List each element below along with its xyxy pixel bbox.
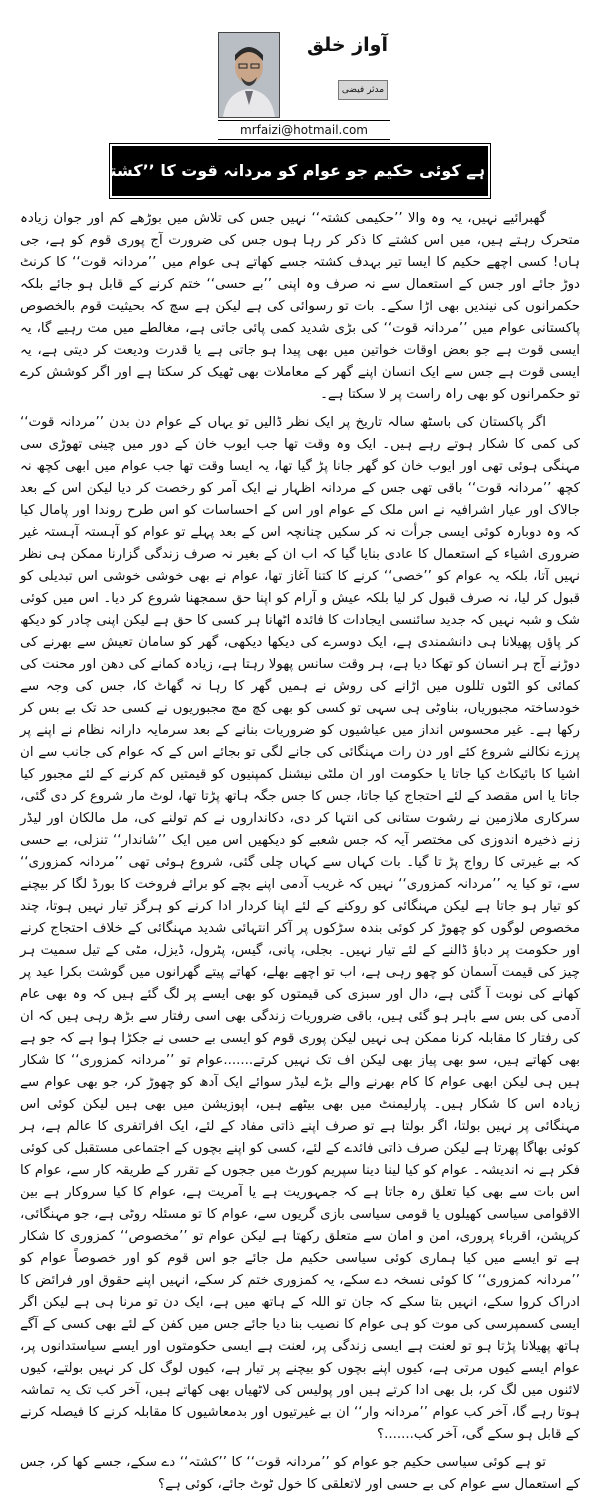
author-photo: [218, 32, 280, 118]
column-name: آواز خلق: [307, 34, 388, 56]
article-headline: ہے کوئی حکیم جو عوام کو مردانہ قوت کا ’’کشتہ‘‘ دے سکے؟: [112, 146, 488, 196]
column-header: [218, 28, 390, 156]
paragraph-1: گھبرائیے نہیں، یہ وہ والا ’’حکیمی کشتہ‘‘ نہیں جس کی تلاش میں بوڑھے کم اور جوان زیادہ متحرک رہتے ہیں، میں اس کشتے کا ذکر کر رہا ہوں جس کی ضرورت آج پوری قوم کو ہے، جی ہاں! کسی اچھے حکیم کا ایسا تیر بہدف کشتہ جسے کھاتے ہی عوام میں ’’مردانہ قوت‘‘ کا کرنٹ دوڑ جائے اور جس کے استعمال سے نہ صرف وہ اپنی ’’بے حسی‘‘ ختم کرنے کے قابل ہو جائے بلکہ حکمرانوں کی نیندیں بھی اڑا سکے۔ بات تو رسوائی کی ہے لیکن ہے سچ کہ بحیثیت قوم بالخصوص پاکستانی عوام میں ’’مردانہ قوت‘‘ کی بڑی شدید کمی پائی جاتی ہے، مغالطے میں مت رہیے گا، یہ ایسی قوت ہے جو بعض اوقات خواتین میں بھی پیدا ہو جاتی ہے یا قدرت ودیعت کر دیتی ہے، یہ ایسی قوت ہے جس سے ایک انسان اپنے گھر کے معاملات بھی ٹھیک کر سکتا ہے اور اگر کوشش کرے تو حکمرانوں کو بھی راہ راست پر لا سکتا ہے۔: [20, 211, 580, 402]
paragraph-2: اگر پاکستان کی باسٹھ سالہ تاریخ پر ایک نظر ڈالیں تو یہاں کے عوام دن بدن ’’مردانہ قوت‘‘ کی کمی کا شکار ہوتے رہے ہیں۔ ایک وہ وقت تھا جب ایوب خان کے دور میں چینی تھوڑی سی مہنگی ہوئی تھی اور ایوب خان کو گھر جانا پڑ گیا تھا، یہ ایسا وقت تھا جب عوام میں ابھی کچھ نہ کچھ ’’مردانہ قوت‘‘ باقی تھی جس کے مردانہ اظہار نے ایک آمر کو رخصت کر دیا لیکن اس کے بعد جالاک اور عیار اشرافیہ نے اس ملک کے عوام اور اس کے احساسات کو اس طرح روندا اور پامال کیا کہ وہ دوبارہ کوئی ایسی جرأت نہ کر سکیں چنانچہ اس کے بعد پہلے تو عوام کو آہستہ آہستہ غیر ضروری اشیاء کے استعمال کا عادی بنایا گیا کہ اب ان کے بغیر نہ صرف زندگی گزارنا ممکن ہی نظر نہیں آتا، بلکہ یہ عوام کو ’’خصی‘‘ کرنے کا کتنا آغاز تھا، عوام نے بھی خوشی خوشی اس تبدیلی کو قبول کر لیا، نہ صرف قبول کر لیا بلکہ عیش و آرام کو اپنا حق سمجھنا شروع کر دیا۔ اس میں کوئی شک و شبہ نہیں کہ جدید سائنسی ایجادات کا فائدہ اٹھانا ہر کسی کا حق ہے لیکن اپنی چادر کو دیکھ کر پاؤں پھیلانا ہی دانشمندی ہے، ایک دوسرے کی دیکھا دیکھی، گھر کو سامان تعیش سے بھرنے کی دوڑنے آج ہر انسان کو تھکا دیا ہے، ہر وقت سانس پھولا رہتا ہے، زیادہ کمانے کی دھن اور محنت کی کمائی کو الٹوں تللوں میں اڑانے کی روش نے ہمیں گھر کا رہا نہ گھاٹ کا، جس کی وجہ سے خودساختہ مجبوریاں، بناوٹی ہی سہی تو کسی کو بھی کچ مچ مجبوریوں نے کسی حد تک بے بس کر رکھا ہے۔ غیر محسوس انداز میں عیاشیوں کو ضروریات بنانے کے بعد سرمایہ دارانہ نظام نے اپنے پر پرزے نکالنے شروع کئے اور دن رات مہنگائی کی جانے لگی تو بجائے اس کے کہ عوام کی جانب سے ان اشیا کا بائیکاٹ کیا جاتا یا حکومت اور ان ملٹی نیشنل کمپنیوں کو قیمتیں کم کرنے کے لئے مجبور کیا جاتا یا اس مقصد کے لئے احتجاج کیا جاتا، جس کا جس جگہ ہاتھ پڑتا تھا، لوٹ مار شروع کر دی گئی، سرکاری ملازمین نے رشوت ستانی کی انتہا کر دی، دکانداروں نے کم تولنے کی، مل مالکان اور لیڈر زنے ذخیرہ اندوزی کی مختصر آیہ کہ جس شعبے کو دیکھیں اس میں ایک ’’شاندار‘‘ تنزلی، بے حسی کہ بے غیرتی کا رواج پڑ تا گیا۔ بات کہاں سے کہاں چلی گئی، شروع ہوئی تھی ’’مردانہ کمزوری‘‘ سے، تو کیا یہ ’’مردانہ کمزوری‘‘ نہیں کہ غریب آدمی اپنے بچے کو برائے فروخت کا بورڈ لگا کر بیچنے کو تیار ہو جاتا ہے لیکن مہنگائی کو روکنے کے لئے اپنا کردار ادا کرنے کو ہرگز تیار نہیں ہوتا، چند مخصوص لوگوں کو چھوڑ کر کوئی بندہ سڑکوں پر آکر انتہائی شدید مہنگائی کے خلاف احتجاج کرنے اور حکومت پر دباؤ ڈالنے کے لئے تیار نہیں۔ بجلی، پانی، گیس، پٹرول، ڈیزل، مٹی کے تیل سمیت ہر چیز کی قیمت آسمان کو چھو رہی ہے، اب تو اچھے بھلے، کھاتے پیتے گھرانوں میں گوشت بکرا عید پر کھانے کی نوبت آ گئی ہے، دال اور سبزی کی قیمتوں کو بھی ایسے پر لگ گئے ہیں کہ وہ بھی عام آدمی کی بس سے باہر ہو گئی ہیں، باقی ضروریات زندگی بھی اسی رفتار سے بڑھ رہی ہیں کہ ان کی رفتار کا مقابلہ کرنا ممکن ہی نہیں لیکن پوری قوم کو ایسی بے حسی نے جکڑا ہوا ہے کہ جو ہے بھی کھاتے ہیں، سو بھی پیاز بھی لیکن اف تک نہیں کرتے.......عوام تو ’’مردانہ کمزوری‘‘ کا شکار ہیں ہی لیکن ابھی عوام کا کام بھرنے والے بڑے لیڈر سوائے ایک آدھ کو چھوڑ کر، جو بھی عوام سے زیادہ اس کا شکار ہیں۔ پارلیمنٹ میں بھی بیٹھے ہیں، اپوزیشن میں بھی ہیں لیکن کوئی اس مہنگائی پر نہیں بولتا، اگر بولتا ہے تو صرف اپنے ذاتی مفاد کے لئے، ایک افراتفری کا عالم ہے، ہر کوئی بھاگا پھرتا ہے لیکن صرف ذاتی فائدے کے لئے، کسی کو اپنے بچوں کے اجتماعی مستقبل کی کوئی فکر ہے نہ اندیشہ۔ عوام کو کیا لینا دینا سپریم کورٹ میں ججوں کے تقرر کے طریقہ کار سے، عوام کا اس بات سے بھی کیا تعلق رہ جاتا ہے کہ جمہوریت ہے یا آمریت ہے، عوام کا کیا سروکار ہے بین الاقوامی سیاسی کھیلوں یا قومی سیاسی بازی گریوں سے، عوام کا تو مسئلہ روٹی ہے، جو مہنگائی، کرپشن، اقرباء پروری، امن و امان سے متعلق رکھتا ہے لیکن عوام تو ’’مخصوص‘‘ کمزوری کا شکار ہے تو ایسے میں کیا ہماری کوئی سیاسی حکیم مل جائے جو اس قوم کو اور خصوصاً عوام کو ’’مردانہ کمزوری‘‘ کا کوئی نسخہ دے سکے، یہ کمزوری ختم کر سکے، انہیں اپنے حقوق اور فرائض کا ادراک کروا سکے، انہیں بتا سکے کہ جان تو اللہ کے ہاتھ میں ہے، ایک دن تو مرنا ہی ہے لیکن اگر ایسی کسمپرسی کی موت کو ہی عوام کا نصیب بنا دیا جائے جس میں کفن کے لئے بھی کسی کے آگے ہاتھ پھیلانا پڑتا ہو تو لعنت ہے ایسی زندگی پر، لعنت ہے ایسی حکومتوں اور ایسے سیاستدانوں پر، عوام ایسے کیوں مرتی ہے، کیوں اپنے بچوں کو بیچنے پر تیار ہے، کیوں لوگ کل کر نہیں بولتے، کیوں لائنوں میں لگ کر، بل بھی ادا کرتے ہیں اور پولیس کی لاٹھیاں بھی کھاتے ہیں، آخر کب تک یہ تماشہ ہوتا رہے گا، آخر کب عوام ’’مردانہ وار‘‘ ان بے غیرتیوں اور بدمعاشیوں کا مقابلہ کرنے کا فیصلہ کرنے کے قابل ہو سکے گی، آخر کب.......؟: [20, 415, 580, 1442]
paragraph-3: تو ہے کوئی سیاسی حکیم جو عوام کو ’’مردانہ قوت‘‘ کا ’’کشتہ‘‘ دے سکے، جسے کھا کر، جس کے استعمال سے عوام کی بے حسی اور لاتعلقی کا خول ٹوٹ جائے، کوئی ہے؟: [20, 1455, 580, 1492]
author-name: مدثر فیضی: [338, 80, 388, 100]
author-email[interactable]: mrfaizi@hotmail.com: [218, 120, 390, 140]
author-portrait-icon: [219, 33, 279, 117]
article-body: [20, 208, 580, 1492]
